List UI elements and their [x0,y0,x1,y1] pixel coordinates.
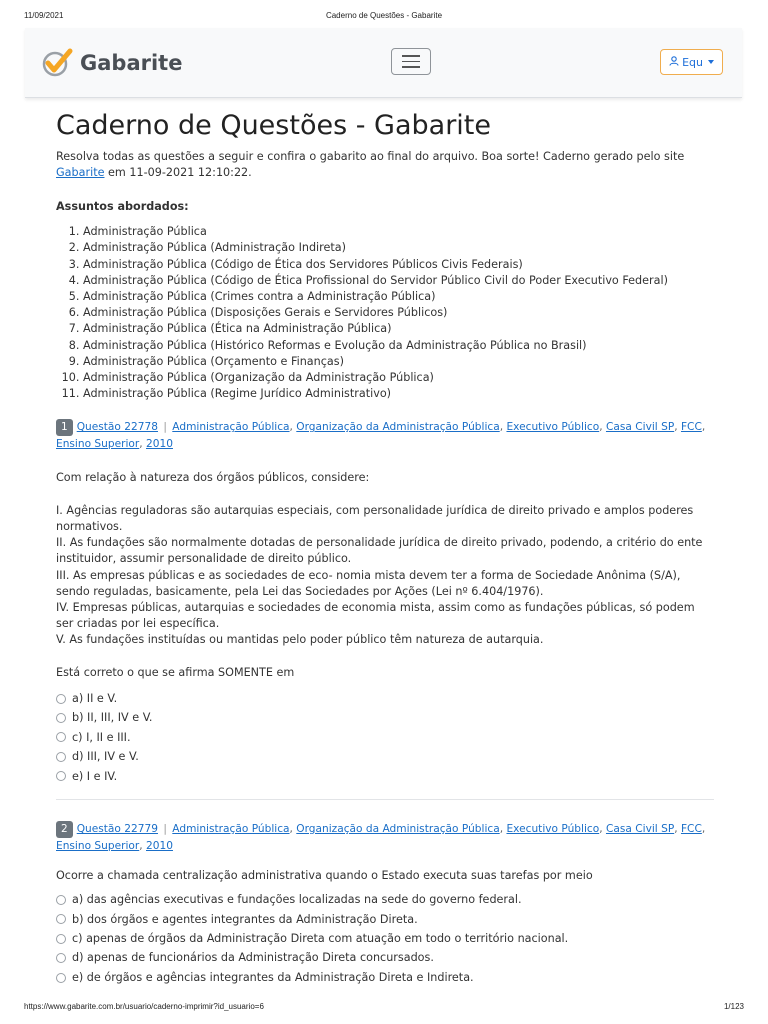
question-paragraph: I. Agências reguladoras são autarquias especiais, com personalidade jurídica de direito privado e amplos poderes normativos. [56,503,694,533]
question-card [56,821,714,987]
question-tag-link[interactable]: Ensino Superior [56,438,140,451]
answer-option-label: d) apenas de funcionários da Administração Direta concursados. [72,951,434,965]
answer-option-label: e) de órgãos e agências integrantes da Administração Direta e Indireta. [72,970,474,984]
radio-button-icon[interactable] [56,895,66,905]
radio-button-icon[interactable] [56,694,66,704]
subject-item: 9. Administração Pública (Orçamento e Finanças) [83,354,714,370]
answer-options [56,689,714,786]
answer-option-label: c) apenas de órgãos da Administração Direta com atuação em todo o território nacional. [72,932,569,946]
subject-item: 2. Administração Pública (Administração Indireta) [83,240,714,256]
question-tag-link[interactable]: FCC [680,421,702,434]
question-code-link[interactable]: Questão 22778 [76,421,158,434]
menu-toggle-button[interactable] [391,48,431,75]
question-divider [56,799,714,800]
radio-button-icon[interactable] [56,973,66,983]
answer-option[interactable] [56,968,714,987]
questions-list [56,419,714,987]
question-text [56,470,714,681]
print-url: https://www.gabarite.com.br/usuario/caderno-imprimir?id_usuario=6 [24,1002,264,1011]
question-tag-link[interactable]: Organização da Administração Pública [296,823,500,835]
answer-option[interactable] [56,689,714,708]
subject-item: 8. Administração Pública (Histórico Reformas e Evolução da Administração Pública no Brasil) [83,338,714,354]
question-paragraph [56,487,714,503]
main-content [56,108,714,987]
question-paragraph: Ocorre a chamada centralização administrativa quando o Estado executa suas tarefas por meio [56,869,593,882]
gabarite-link[interactable]: Gabarite [56,166,105,180]
radio-button-icon[interactable] [56,752,66,762]
navbar [25,28,742,98]
user-icon [669,56,679,69]
answer-option[interactable] [56,929,714,948]
question-tag-link[interactable]: Administração Pública [172,823,290,835]
question-text [56,868,714,884]
intro-text: Resolva todas as questões a seguir e confira o gabarito ao final do arquivo. Boa sorte! Caderno gerado pelo site Gabarite em 11-09-2021 12:10:22. [56,150,685,180]
checkmark-logo-icon [42,48,74,78]
radio-button-icon[interactable] [56,934,66,944]
answer-option[interactable] [56,728,714,747]
question-paragraph: II. As fundações são normalmente dotadas de personalidade jurídica de direito privado, podendo, a critério do ente instituidor, assumir personalidade de direito público. [56,536,703,566]
answer-option-label: c) I, II e III. [72,730,131,744]
question-number-badge: 1 [56,419,73,436]
answer-option[interactable] [56,948,714,967]
question-tag-link[interactable]: FCC [680,823,702,835]
answer-option[interactable] [56,747,714,766]
subject-item: 10. Administração Pública (Organização da Administração Pública) [83,370,714,386]
question-paragraph: III. As empresas públicas e as sociedades de eco- nomia mista devem ter a forma de Sociedade Anônima (S/A), sendo reguladas, basicamente, pela Lei das Sociedades por Ações (Lei nº 6.404/1976). [56,568,681,598]
page-title: Caderno de Questões - Gabarite [56,110,492,141]
subject-item: 11. Administração Pública (Regime Jurídico Administrativo) [83,386,714,402]
user-menu-label: Equ [682,55,703,69]
radio-button-icon[interactable] [56,914,66,924]
question-code-link[interactable]: Questão 22779 [76,823,158,835]
question-paragraph: V. As fundações instituídas ou mantidas pelo poder público têm natureza de autarquia. [56,633,544,647]
answer-option-label: d) III, IV e V. [72,750,139,764]
answer-option[interactable] [56,767,714,786]
subjects-heading: Assuntos abordados: [56,200,189,214]
subject-item: 1. Administração Pública [83,224,714,240]
question-paragraph: IV. Empresas públicas, autarquias e sociedades de economia mista, assim como as fundações públicas, só podem ser criadas por lei específica. [56,600,695,631]
answer-option-label: a) II e V. [72,691,118,705]
question-card [56,419,714,800]
radio-button-icon[interactable] [56,771,66,781]
print-date: 11/09/2021 [24,11,64,20]
question-tag-link[interactable]: Executivo Público [506,421,600,434]
question-tag-link[interactable]: Organização da Administração Pública [296,421,500,434]
subject-item: 6. Administração Pública (Disposições Gerais e Servidores Públicos) [83,305,714,321]
user-menu-button[interactable] [660,49,723,75]
radio-button-icon[interactable] [56,953,66,963]
brand-name: Gabarite [80,51,183,75]
answer-option[interactable] [56,890,714,909]
hamburger-menu-icon [402,55,420,57]
question-paragraph: Está correto o que se afirma SOMENTE em [56,665,295,679]
print-title: Caderno de Questões - Gabarite [325,11,443,20]
answer-option-label: e) I e IV. [72,769,118,783]
caret-down-icon [708,60,714,64]
answer-option-label: b) II, III, IV e V. [72,711,153,725]
question-tag-link[interactable]: 2010 [146,438,173,451]
answer-option-label: b) dos órgãos e agentes integrantes da Administração Direta. [72,912,418,926]
answer-option[interactable] [56,910,714,929]
question-tag-link[interactable]: Ensino Superior [56,840,140,852]
question-header: 2 Questão 22779 | Administração Pública, Organização da Administração Pública, Executivo Público, Casa Civil SP, FCC, Ensino Superior, 2010 [56,823,706,852]
question-header: 1 Questão 22778 | Administração Pública, Organização da Administração Pública, Executivo Público, Casa Civil SP, FCC, Ensino Superior, 2010 [56,421,706,451]
question-paragraph [56,649,714,665]
brand-link[interactable] [42,47,182,79]
question-tag-link[interactable]: Casa Civil SP [605,823,675,835]
answer-option[interactable] [56,708,714,727]
subject-item: 4. Administração Pública (Código de Ética Profissional do Servidor Público Civil do Poder Executivo Federal) [83,273,714,289]
subject-item: 3. Administração Pública (Código de Ética dos Servidores Públicos Civis Federais) [83,257,714,273]
question-tag-link[interactable]: Administração Pública [172,421,290,434]
subject-item: 5. Administração Pública (Crimes contra a Administração Pública) [83,289,714,305]
print-page-number: 1/123 [723,1002,744,1011]
question-tag-link[interactable]: Executivo Público [506,823,600,835]
subject-item: 7. Administração Pública (Ética na Administração Pública) [83,321,714,337]
radio-button-icon[interactable] [56,732,66,742]
question-tag-link[interactable]: 2010 [146,840,173,852]
question-paragraph: Com relação à natureza dos órgãos públicos, considere: [56,471,370,485]
question-number-badge: 2 [56,821,73,838]
answer-options [56,890,714,987]
question-tag-link[interactable]: Casa Civil SP [605,421,675,434]
radio-button-icon[interactable] [56,713,66,723]
answer-option-label: a) das agências executivas e fundações localizadas na sede do governo federal. [72,893,522,907]
subjects-list [56,224,714,402]
